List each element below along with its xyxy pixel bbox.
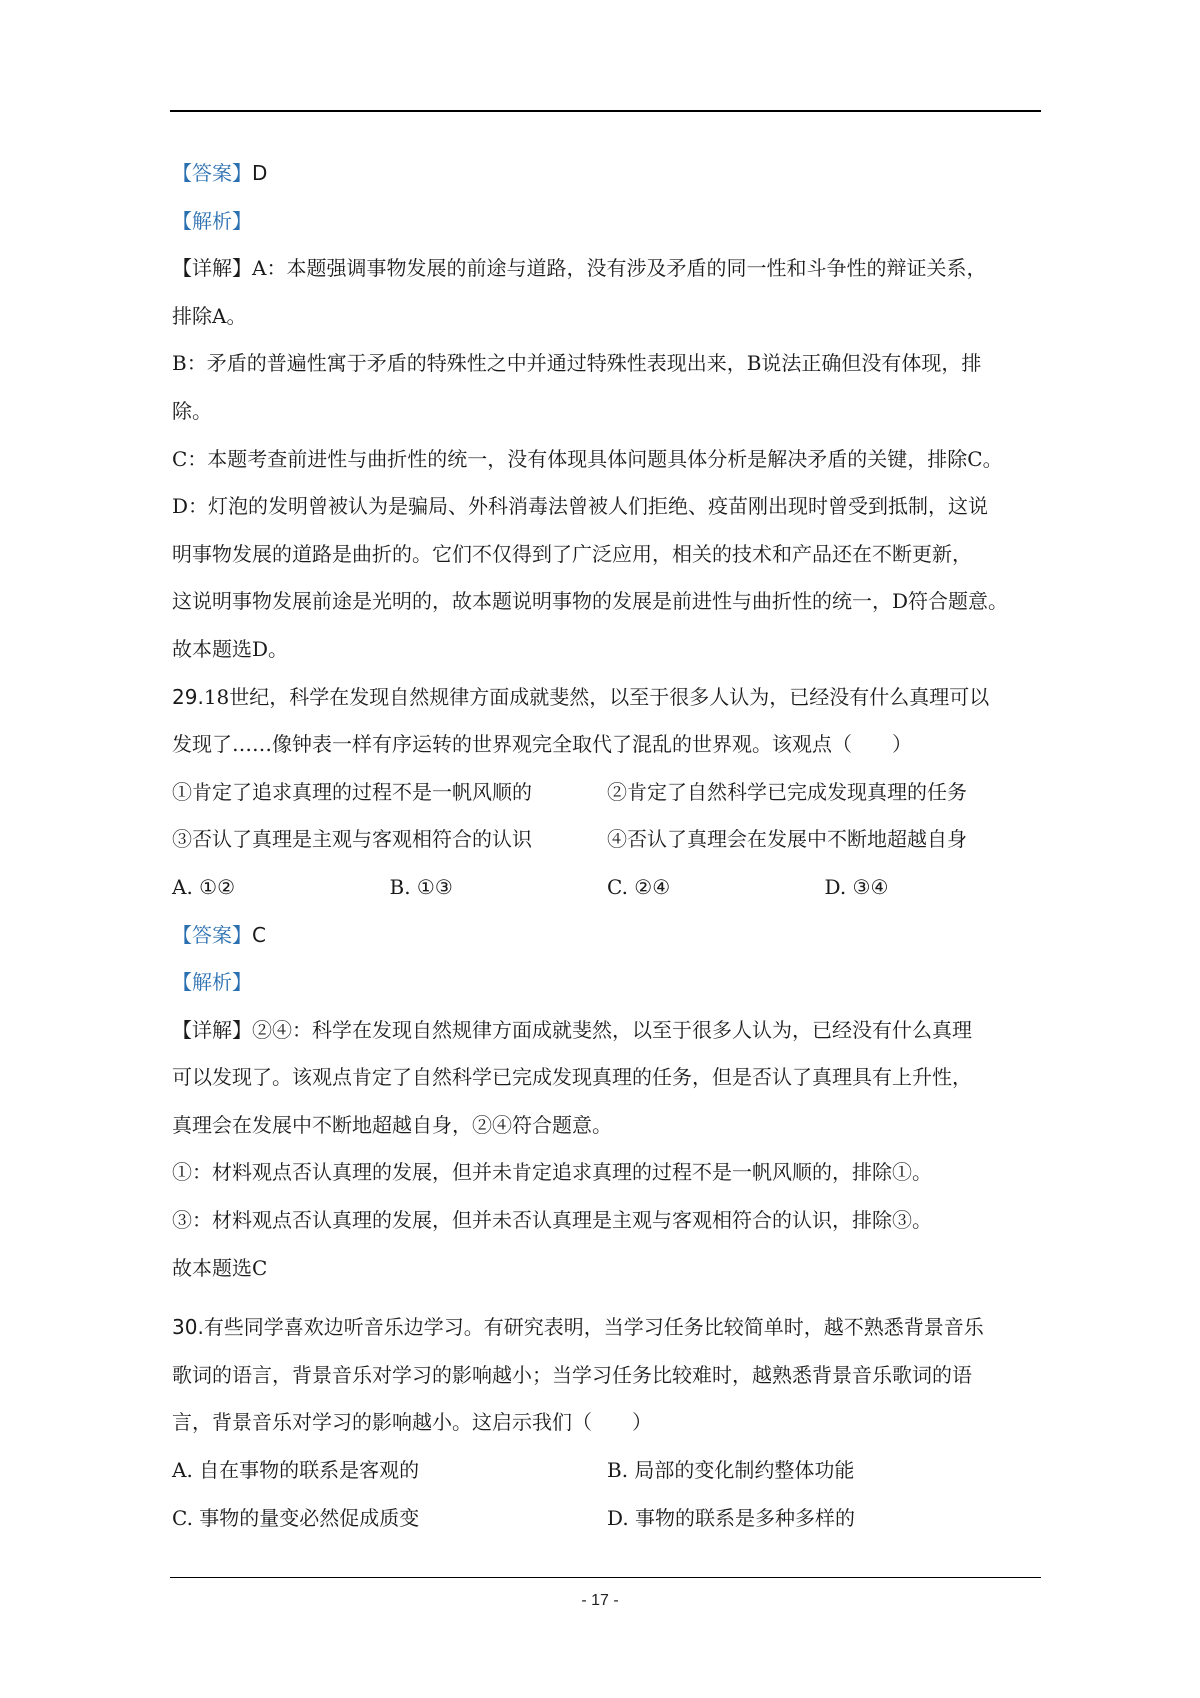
explanation-line: 故本题选C <box>172 1255 268 1280</box>
answer-line <box>172 912 1042 960</box>
analysis-line <box>172 959 1042 1007</box>
explanation-line: 排除A。 <box>172 303 247 328</box>
option-c: C. ②④ <box>607 874 671 899</box>
detail-text: A：本题强调事物发展的前途与道路，没有涉及矛盾的同一性和斗争性的辩证关系， <box>252 256 987 281</box>
statement-row <box>172 816 1042 864</box>
explanation-line: 这说明事物发展前途是光明的，故本题说明事物的发展是前进性与曲折性的统一，D符合题意。 <box>172 589 1009 614</box>
option-c: C. 事物的量变必然促成质变 <box>172 1505 420 1530</box>
explanation-line: ③：材料观点否认真理的发展，但并未否认真理是主观与客观相符合的认识，排除③。 <box>172 1208 932 1233</box>
statement: ①肯定了追求真理的过程不是一帆风顺的 <box>172 779 532 804</box>
option-b: B. 局部的变化制约整体功能 <box>607 1458 855 1483</box>
answer-value: C <box>252 922 266 947</box>
option-a: A. ①② <box>172 874 236 899</box>
explanation-line: 故本题选D。 <box>172 636 289 661</box>
footer-rule <box>170 1577 1041 1578</box>
explanation-line: C：本题考查前进性与曲折性的统一，没有体现具体问题具体分析是解决矛盾的关键，排除C。 <box>172 446 1003 471</box>
options-row <box>172 1447 1042 1495</box>
statement: ②肯定了自然科学已完成发现真理的任务 <box>607 779 967 804</box>
analysis-line <box>172 198 1042 246</box>
question-text: 有些同学喜欢边听音乐边学习。有研究表明，当学习任务比较简单时，越不熟悉背景音乐 <box>203 1315 984 1340</box>
page-number: - 17 - <box>581 1592 619 1609</box>
question-stem: 歌词的语言，背景音乐对学习的影响越小；当学习任务比较难时，越熟悉背景音乐歌词的语 <box>172 1362 972 1387</box>
question-stem: 发现了……像钟表一样有序运转的世界观完全取代了混乱的世界观。该观点（ ） <box>172 732 912 757</box>
detail-text: ②④：科学在发现自然规律方面成就斐然，以至于很多人认为，已经没有什么真理 <box>252 1017 972 1042</box>
answer-tag: 【答案】 <box>172 922 252 947</box>
page-content <box>172 150 1042 1542</box>
question-stem <box>172 1304 1042 1352</box>
option-d: D. 事物的联系是多种多样的 <box>607 1505 856 1530</box>
detail-line <box>172 245 1042 293</box>
analysis-tag: 【解析】 <box>172 208 252 233</box>
detail-tag: 【详解】 <box>172 1017 252 1042</box>
question-text: 18世纪，科学在发现自然规律方面成就斐然，以至于很多人认为，已经没有什么真理可以 <box>203 684 990 709</box>
explanation-line: ①：材料观点否认真理的发展，但并未肯定追求真理的过程不是一帆风顺的，排除①。 <box>172 1160 932 1185</box>
question-stem <box>172 674 1042 722</box>
explanation-line: 明事物发展的道路是曲折的。它们不仅得到了广泛应用，相关的技术和产品还在不断更新， <box>172 541 972 566</box>
option-b: B. ①③ <box>389 874 453 899</box>
explanation-line: B：矛盾的普遍性寓于矛盾的特殊性之中并通过特殊性表现出来，B说法正确但没有体现，排 <box>172 351 982 376</box>
explanation-line: 真理会在发展中不断地超越自身，②④符合题意。 <box>172 1112 612 1137</box>
options-row <box>172 864 1042 912</box>
question-number: 30. <box>172 1315 204 1340</box>
explanation-line: D：灯泡的发明曾被认为是骗局、外科消毒法曾被人们拒绝、疫苗刚出现时曾受到抵制，这说 <box>172 494 989 519</box>
option-a: A. 自在事物的联系是客观的 <box>172 1458 420 1483</box>
explanation-line: 除。 <box>172 398 212 423</box>
option-d: D. ③④ <box>824 874 889 899</box>
question-number: 29. <box>172 684 204 709</box>
explanation-line: 可以发现了。该观点肯定了自然科学已完成发现真理的任务，但是否认了真理具有上升性， <box>172 1065 972 1090</box>
statement: ④否认了真理会在发展中不断地超越自身 <box>607 827 967 852</box>
analysis-tag: 【解析】 <box>172 970 252 995</box>
detail-line <box>172 1007 1042 1055</box>
question-stem: 言，背景音乐对学习的影响越小。这启示我们（ ） <box>172 1410 652 1435</box>
statement-row <box>172 769 1042 817</box>
answer-line <box>172 150 1042 198</box>
statement: ③否认了真理是主观与客观相符合的认识 <box>172 827 532 852</box>
options-row <box>172 1495 1042 1543</box>
detail-tag: 【详解】 <box>172 256 252 281</box>
answer-value: D <box>252 161 268 185</box>
answer-tag: 【答案】 <box>172 161 252 185</box>
header-rule <box>170 110 1041 112</box>
